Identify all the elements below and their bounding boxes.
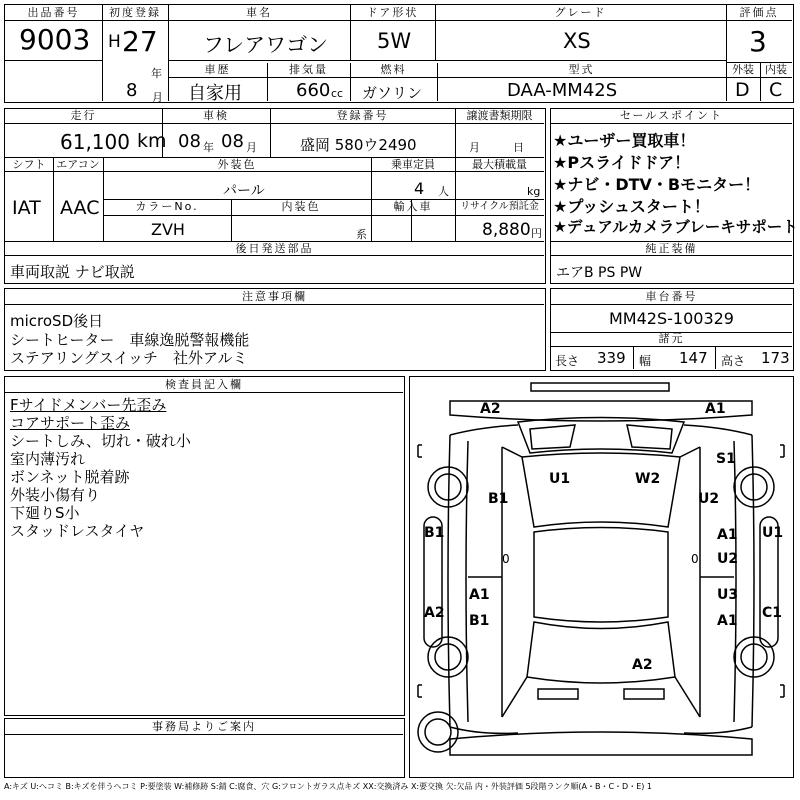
equipment-label: 純正装備 [645, 242, 698, 255]
office-block [4, 718, 405, 778]
inspector-line: 外装小傷有り [10, 486, 101, 504]
office-label: 事務局よりご案内 [152, 720, 256, 733]
capacity-unit: 人 [438, 185, 449, 198]
dmg-left-rear-b: B1 [469, 613, 490, 629]
dmg-right-rear-outer: C1 [762, 605, 783, 621]
mileage: 61,100 [60, 130, 130, 154]
fuel-label: 燃料 [380, 63, 407, 76]
dmg-left-rear-a: A1 [469, 587, 490, 603]
sales-point-1: ★ユーザー買取車！ [553, 131, 696, 150]
grade-label: グレード [554, 6, 607, 19]
inspector-line: コアサポート歪み [10, 414, 131, 432]
transfer-day-unit: 日 [513, 141, 524, 154]
legend: A:キズ U:ヘコミ B:キズを伴うヘコミ P:要塗装 W:補修跡 S:錆 C:腐食、穴 G:フロントガラス点キズ XX:交換済み X:要交換 欠:欠品 内・外装評価 5段階ランク順(A・B・C・D・E) 1 [4, 782, 653, 791]
inspector-block [4, 376, 405, 716]
plate-label: 登録番号 [336, 109, 389, 122]
capacity-label: 乗車定員 [391, 158, 435, 171]
inspector-line: ボンネット脱着跡 [10, 468, 130, 486]
recycle-unit: 円 [531, 227, 542, 240]
colorno-label: カラーNo. [135, 200, 199, 213]
transfer-month-unit: 月 [469, 141, 480, 154]
sales-point-2: ★Pスライドドア！ [553, 153, 691, 172]
dmg-left-front-door: B1 [488, 491, 509, 507]
ext-grade: D [735, 79, 750, 101]
later-parts: 車両取説 ナビ取説 [10, 263, 135, 281]
ac: AAC [60, 197, 100, 219]
length: 339 [597, 349, 626, 367]
later-parts-label: 後日発送部品 [235, 242, 314, 255]
inspector-line: Fサイドメンバー先歪み [10, 396, 167, 414]
car-name: フレアワゴン [203, 33, 329, 57]
dmg-left-rear-outer: A2 [424, 605, 445, 621]
car-diagram-svg [410, 377, 792, 776]
inspection-label: 車検 [203, 109, 229, 122]
reg-year: 27 [122, 25, 158, 58]
notes-block [4, 288, 546, 371]
vehicle-info-block [4, 108, 546, 284]
dmg-right-rear-a: A1 [717, 613, 738, 629]
sales-point-3: ★ナビ・DTV・Bモニター！ [553, 175, 761, 194]
mark-left-zero: 0 [502, 552, 510, 566]
door-type: 5W [377, 29, 412, 53]
dmg-left-outer: B1 [424, 525, 445, 541]
car-name-label: 車名 [246, 6, 272, 19]
dmg-front-left: A2 [480, 401, 501, 417]
displacement: 660 [296, 80, 331, 101]
intcolor-unit: 系 [356, 228, 367, 241]
width: 147 [679, 349, 708, 367]
int-grade-label: 内装 [765, 63, 787, 76]
sales-block [550, 108, 798, 284]
model-label: 型式 [568, 63, 595, 76]
score-label: 評価点 [739, 6, 779, 19]
load-label: 最大積載量 [472, 158, 527, 171]
height: 173 [761, 349, 790, 367]
inspection-month-unit: 月 [246, 141, 257, 154]
dims-label: 諸元 [658, 332, 685, 345]
inspector-line: 下廻りS小 [10, 504, 80, 522]
inspector-line: スタッドレスタイヤ [10, 522, 145, 540]
dmg-right-rear-u: U3 [717, 587, 739, 603]
equipment: エアB PS PW [556, 265, 643, 281]
ac-label: エアコン [56, 158, 100, 171]
color: パール [223, 183, 265, 199]
int-grade: C [769, 79, 783, 101]
dmg-hood-left: U1 [549, 471, 571, 487]
lot-number: 9003 [19, 23, 91, 56]
colorno: ZVH [151, 220, 185, 239]
history-label: 車歴 [204, 63, 231, 76]
dmg-right-front-door: U2 [698, 491, 720, 507]
shift-label: シフト [12, 158, 46, 171]
recycle-label: リサイクル預託金 [460, 201, 539, 212]
recycle: 8,880 [482, 220, 531, 240]
inspector-lines [10, 396, 191, 540]
grade: XS [563, 29, 591, 53]
chassis-block [550, 288, 794, 371]
displacement-unit: cc [331, 87, 344, 100]
month-unit: 月 [152, 91, 163, 104]
transfer-label: 譲渡書類期限 [466, 109, 533, 122]
mileage-label: 走行 [70, 109, 97, 122]
sales-label: セールスポイント [619, 109, 723, 122]
import-label: 輸入車 [393, 200, 433, 213]
sales-point-4: ★プッシュスタート！ [553, 197, 710, 216]
height-label: 高さ [721, 354, 746, 368]
dmg-front-right: A1 [705, 401, 726, 417]
dmg-right-mid-u: U2 [717, 551, 739, 567]
era: H [108, 32, 121, 52]
shift: IAT [12, 197, 41, 219]
displacement-label: 排気量 [289, 63, 328, 76]
inspector-line: 室内薄汚れ [10, 450, 86, 468]
damage-diagram [409, 376, 794, 778]
model: DAA-MM42S [507, 80, 618, 101]
door-label: ドア形状 [366, 6, 419, 19]
reg-month: 8 [126, 80, 138, 101]
mileage-unit: km [137, 130, 167, 152]
notes-label: 注意事項欄 [242, 290, 307, 303]
dmg-hood-right: W2 [635, 471, 661, 487]
load-unit: kg [527, 185, 541, 198]
color-label: 外装色 [217, 158, 257, 171]
note-line-1: microSD後日 [10, 312, 104, 330]
inspector-label: 検査員記入欄 [165, 378, 243, 391]
width-label: 幅 [639, 354, 652, 368]
length-label: 長さ [555, 354, 580, 368]
sales-point-5: ★デュアルカメラブレーキサポート [553, 218, 798, 236]
year-unit: 年 [151, 67, 162, 80]
history: 自家用 [188, 83, 242, 104]
dmg-right-mid-a: A1 [717, 527, 738, 543]
inspection-month: 08 [221, 131, 244, 152]
mark-right-zero: 0 [691, 552, 699, 566]
inspector-line: シートしみ、切れ・破れ小 [10, 432, 191, 450]
note-line-3: ステアリングスイッチ 社外アルミ [10, 349, 248, 367]
lot-label: 出品番号 [27, 6, 80, 19]
first-reg-label: 初度登録 [109, 6, 161, 19]
header-block [4, 4, 794, 103]
plate: 盛岡 580ウ2490 [300, 136, 417, 154]
capacity: 4 [414, 179, 425, 198]
intcolor-label: 内装色 [281, 200, 321, 213]
chassis-number: MM42S-100329 [609, 309, 734, 328]
fuel: ガソリン [362, 84, 423, 102]
dmg-rear: A2 [632, 657, 653, 673]
ext-grade-label: 外装 [732, 63, 754, 76]
chassis-label: 車台番号 [645, 290, 698, 303]
inspection-year: 08 [178, 131, 201, 152]
note-line-2: シートヒーター 車線逸脱警報機能 [10, 331, 250, 349]
score: 3 [749, 25, 767, 58]
dmg-right-front: S1 [716, 451, 736, 467]
inspection-year-unit: 年 [203, 141, 214, 154]
dmg-right-outer: U1 [762, 525, 784, 541]
